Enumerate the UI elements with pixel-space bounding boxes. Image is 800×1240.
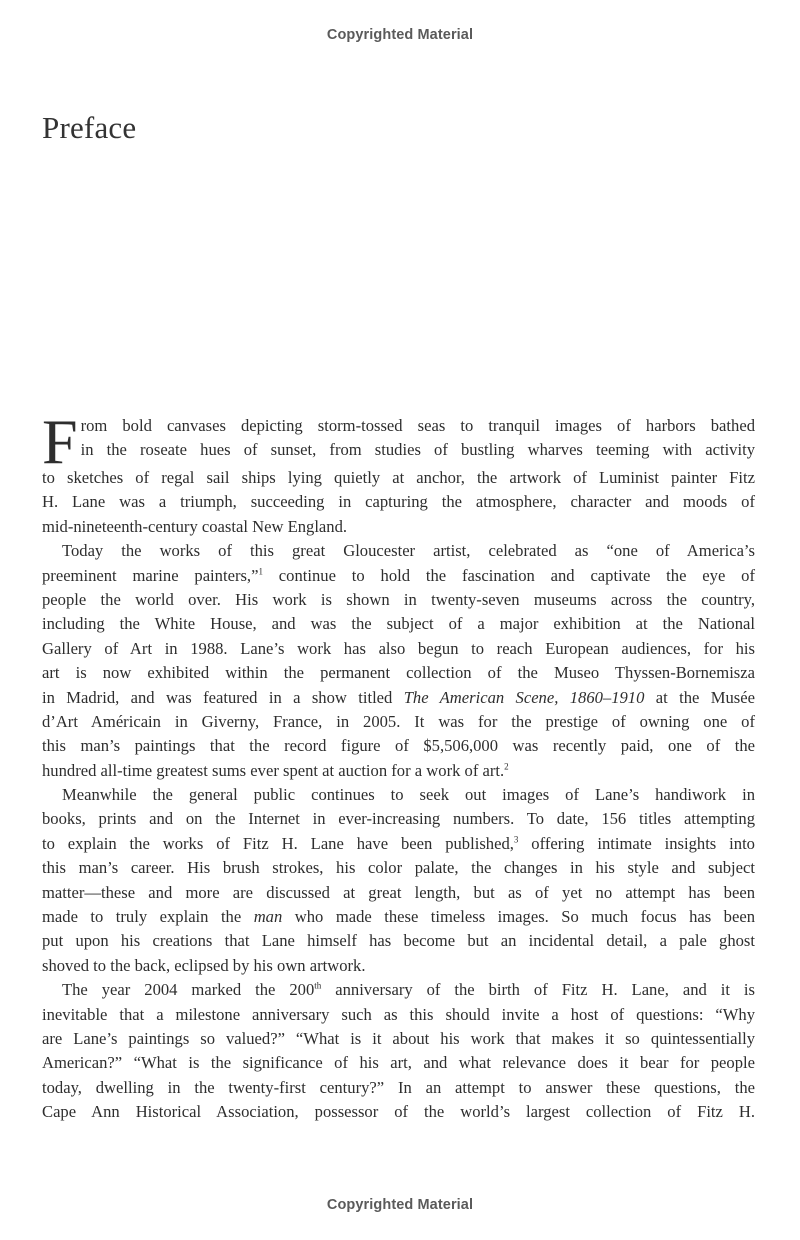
text-line: in the roseate hues of sunset, from studies of bustling wharves teeming with activity (80, 440, 755, 460)
text-line: Gallery of Art in 1988. Lane’s work has also begun to reach European audiences, for his (42, 638, 755, 658)
copyright-watermark-bottom: Copyrighted Material (326, 1197, 474, 1213)
text-line (42, 539, 755, 563)
chapter-title: Preface (42, 110, 137, 145)
text-segment: Meanwhile the general public continues to seek out images of Lane’s handiwork in (62, 785, 755, 805)
footnote-marker: 2 (504, 761, 509, 772)
text-segment: continue to hold the fascination and captivate the eye of (262, 565, 755, 585)
text-line: people the world over. His work is shown in twenty-seven museums across the country, (42, 589, 755, 609)
text-line: this man’s career. His brush strokes, his color palate, the changes in his style and subject (42, 858, 755, 878)
text-segment: to explain the works of Fitz H. Lane have been published, (42, 833, 514, 853)
text-segment: preeminent marine painters,” (42, 565, 259, 585)
text-line: mid-nineteenth-century coastal New England. (42, 516, 348, 536)
text-line: matter—these and more are discussed at great length, but as of yet no attempt has been (42, 882, 755, 902)
text-line: art is now exhibited within the permanent collection of the Museo Thyssen-Bornemisza (42, 663, 755, 683)
text-segment: Today the works of this great Gloucester artist, celebrated as “one of America’s (62, 541, 755, 561)
exhibition-title: The American Scene, 1860–1910 (403, 687, 645, 707)
text-line: American?” “What is the significance of his art, and what relevance does it bear for people (42, 1053, 755, 1073)
paragraph-4 (42, 978, 755, 1124)
drop-cap: F (42, 406, 78, 477)
text-segment: The year 2004 marked the 200 (62, 980, 315, 1000)
text-line: books, prints and on the Internet in ever-increasing numbers. To date, 156 titles attempting (42, 809, 755, 829)
text-line: to sketches of regal sail ships lying quietly at anchor, the artwork of Luminist painter Fitz (42, 468, 755, 487)
text-line: put upon his creations that Lane himself has become but an incidental detail, a pale ghost (42, 931, 755, 951)
text-line: this man’s paintings that the record figure of $5,506,000 was recently paid, one of the (42, 736, 755, 756)
text-line: including the White House, and was the subject of a major exhibition at the National (42, 614, 755, 634)
copyright-watermark-top: Copyrighted Material (326, 27, 474, 43)
text-line (42, 759, 755, 783)
text-segment: anniversary of the birth of Fitz H. Lane, and it is (321, 980, 755, 1000)
text-line: rom bold canvases depicting storm-tossed seas to tranquil images of harbors bathed (80, 416, 755, 435)
text-line (42, 978, 755, 1002)
text-line: Cape Ann Historical Association, possessor of the world’s largest collection of Fitz H. (42, 1102, 755, 1122)
paragraph-1 (42, 406, 755, 539)
paragraph-3 (42, 783, 755, 978)
ordinal-suffix: th (314, 980, 322, 991)
text-line: are Lane’s paintings so valued?” “What is it about his work that makes it so quintessentially (42, 1028, 755, 1048)
text-segment: who made these timeless images. So much focus has been (282, 907, 755, 927)
text-line: d’Art Américain in Giverny, France, in 2005. It was for the prestige of owning one of (42, 711, 755, 731)
text-segment: in Madrid, and was featured in a show titled (42, 687, 404, 707)
paragraph-2 (42, 539, 755, 783)
text-line (42, 832, 755, 856)
text-line: today, dwelling in the twenty-first century?” In an attempt to answer these questions, the (42, 1077, 755, 1097)
text-line (42, 905, 755, 929)
text-segment: made to truly explain the (42, 907, 254, 927)
preface-body (42, 406, 755, 1125)
text-line: H. Lane was a triumph, succeeding in capturing the atmosphere, character and moods of (42, 492, 755, 512)
footnote-marker: 1 (258, 566, 263, 577)
text-segment: offering intimate insights into (518, 833, 755, 853)
text-line (42, 686, 755, 710)
text-line (42, 783, 755, 807)
text-segment: at the Musée (644, 687, 755, 707)
text-line: shoved to the back, eclipsed by his own artwork. (42, 955, 366, 975)
text-segment: hundred all-time greatest sums ever spent at auction for a work of art. (42, 760, 505, 780)
text-line (42, 564, 755, 588)
text-line: inevitable that a milestone anniversary such as this should invite a host of questions: “Why (42, 1004, 755, 1024)
footnote-marker: 3 (513, 834, 519, 845)
emphasis: man (253, 907, 283, 927)
